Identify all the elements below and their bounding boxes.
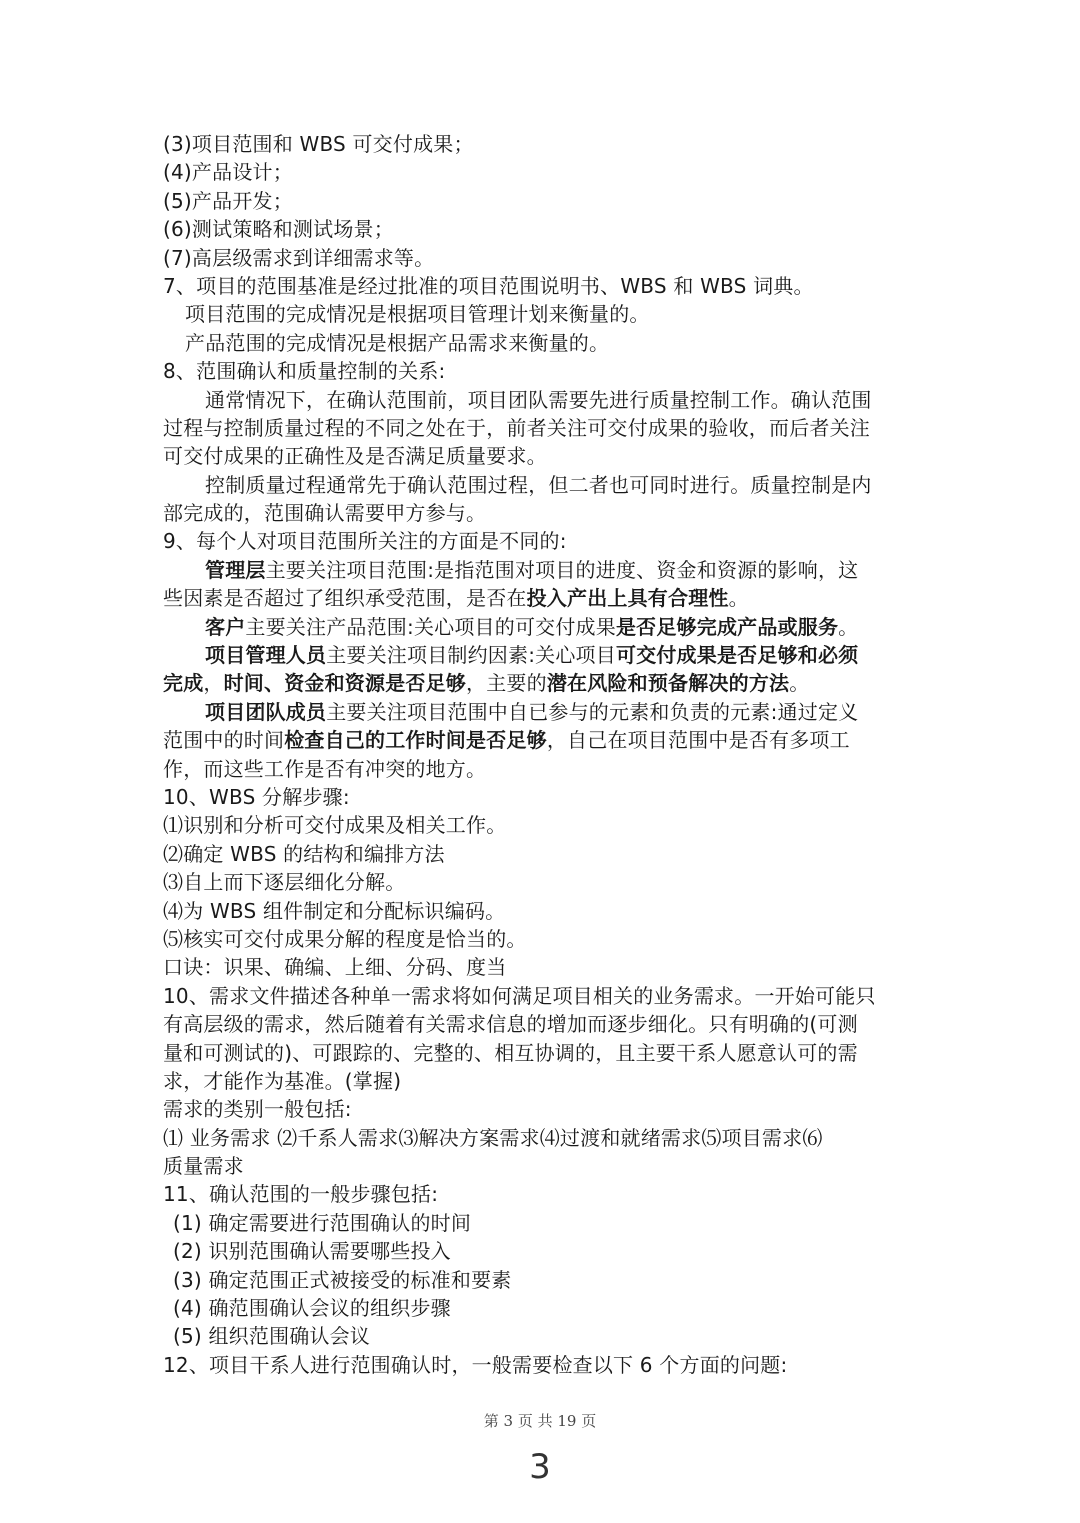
text-line	[163, 953, 915, 981]
text-line	[163, 1351, 915, 1379]
text-segment: ，主要的	[466, 671, 547, 696]
text-line	[163, 471, 915, 499]
text-segment: (5) 组织范围确认会议	[173, 1324, 371, 1349]
text-line	[163, 158, 915, 186]
text-segment: 范围中的时间	[163, 728, 285, 753]
text-segment: 11、确认范围的一般步骤包括:	[163, 1182, 439, 1207]
text-segment: (4) 确范围确认会议的组织步骤	[173, 1296, 451, 1321]
text-segment: 10、需求文件描述各种单一需求将如何满足项目相关的业务需求。一开始可能只	[163, 983, 876, 1008]
text-line	[163, 1322, 915, 1350]
text-line	[163, 726, 915, 754]
bold-text: 完成	[163, 671, 204, 696]
text-segment: (4)产品设计；	[163, 160, 293, 185]
bold-text: 客户	[205, 614, 246, 639]
text-line	[163, 244, 915, 272]
text-line	[163, 130, 915, 158]
text-segment: 主要关注项目制约因素:关心项目	[326, 643, 616, 668]
text-segment: 有高层级的需求，然后随着有关需求信息的增加而逐步细化。只有明确的(可测	[163, 1012, 858, 1037]
text-segment: ⑷为 WBS 组件制定和分配标识编码。	[163, 898, 506, 923]
text-segment: 。	[789, 671, 810, 696]
text-segment: (3) 确定范围正式被接受的标准和要素	[173, 1267, 512, 1292]
text-segment: 求，才能作为基准。(掌握)	[163, 1068, 402, 1093]
document-body	[163, 130, 915, 1379]
text-line	[163, 300, 915, 328]
text-segment: (6)测试策略和测试场景；	[163, 217, 394, 242]
text-line	[163, 669, 915, 697]
text-segment: 口诀：识果、确编、上细、分码、度当	[163, 955, 507, 980]
text-segment: ⑶自上而下逐层细化分解。	[163, 870, 406, 895]
text-line	[163, 499, 915, 527]
text-segment: 可交付成果的正确性及是否满足质量要求。	[163, 444, 547, 469]
text-segment: (1) 确定需要进行范围确认的时间	[173, 1210, 472, 1235]
text-line	[163, 783, 915, 811]
text-segment: 12、项目干系人进行范围确认时，一般需要检查以下 6 个方面的问题:	[163, 1352, 788, 1377]
bold-text: 项目管理人员	[205, 643, 327, 668]
text-segment: 作，而这些工作是否有冲突的地方。	[163, 756, 487, 781]
text-segment: 8、范围确认和质量控制的关系:	[163, 359, 446, 384]
text-segment: 部完成的，范围确认需要甲方参与。	[163, 501, 487, 526]
text-segment: (7)高层级需求到详细需求等。	[163, 245, 435, 270]
text-segment: 需求的类别一般包括:	[163, 1097, 352, 1122]
bold-text: 时间、资金和资源是否足够	[223, 671, 467, 696]
text-line	[163, 1180, 915, 1208]
text-segment: 10、WBS 分解步骤:	[163, 784, 350, 809]
text-line	[163, 1039, 915, 1067]
text-segment: 主要关注项目范围中自已参与的元素和负责的元素:通过定义	[326, 699, 859, 724]
text-line	[163, 840, 915, 868]
text-line	[163, 1010, 915, 1038]
text-line	[163, 527, 915, 555]
text-line	[163, 641, 915, 669]
text-line	[163, 1237, 915, 1265]
text-segment: 过程与控制质量过程的不同之处在于，前者关注可交付成果的验收，而后者关注	[163, 415, 870, 440]
text-line	[163, 272, 915, 300]
text-segment: 主要关注产品范围:关心项目的可交付成果	[245, 614, 616, 639]
text-segment: 主要关注项目范围:是指范围对项目的进度、资金和资源的影响，这	[265, 557, 859, 582]
text-line	[163, 329, 915, 357]
text-segment: 。	[838, 614, 859, 639]
text-line	[163, 1294, 915, 1322]
text-line	[163, 982, 915, 1010]
text-line	[163, 386, 915, 414]
text-segment: ⑴识别和分析可交付成果及相关工作。	[163, 813, 507, 838]
text-line	[163, 755, 915, 783]
bold-text: 项目团队成员	[205, 699, 327, 724]
page-footer: 第 3 页 共 19 页	[483, 1412, 597, 1430]
text-line	[163, 897, 915, 925]
text-segment: 质量需求	[163, 1154, 244, 1179]
text-line	[163, 698, 915, 726]
text-line	[163, 1067, 915, 1095]
text-line	[163, 215, 915, 243]
text-line	[163, 1266, 915, 1294]
text-segment: 通常情况下，在确认范围前，项目团队需要先进行质量控制工作。确认范围	[205, 387, 872, 412]
text-line	[163, 357, 915, 385]
text-line	[163, 868, 915, 896]
bold-text: 检查自己的工作时间是否足够	[284, 728, 547, 753]
text-segment: ⑴ 业务需求 ⑵千系人需求⑶解决方案需求⑷过渡和就绪需求⑸项目需求⑹	[163, 1125, 823, 1150]
bold-text: 是否足够完成产品或服务	[615, 614, 839, 639]
text-segment: 些因素是否超过了组织承受范围，是否在	[163, 586, 527, 611]
text-line	[163, 613, 915, 641]
text-segment: (5)产品开发；	[163, 188, 293, 213]
bold-text: 投入产出上具有合理性	[526, 586, 729, 611]
text-line	[163, 925, 915, 953]
text-line	[163, 442, 915, 470]
text-line	[163, 414, 915, 442]
text-line	[163, 1095, 915, 1123]
text-line	[163, 1124, 915, 1152]
bold-text: 可交付成果是否足够和必须	[615, 643, 859, 668]
bold-text: 潜在风险和预备解决的方法	[546, 671, 790, 696]
text-segment: ⑵确定 WBS 的结构和编排方法	[163, 841, 445, 866]
text-segment: ⑸核实可交付成果分解的程度是恰当的。	[163, 926, 527, 951]
text-line	[163, 1152, 915, 1180]
text-segment: 9、每个人对项目范围所关注的方面是不同的:	[163, 529, 567, 554]
text-segment: 7、项目的范围基准是经过批准的项目范围说明书、WBS 和 WBS 词典。	[163, 273, 814, 298]
text-segment: 量和可测试的)、可跟踪的、完整的、相互协调的，且主要干系人愿意认可的需	[163, 1040, 858, 1065]
text-segment: 控制质量过程通常先于确认范围过程，但二者也可同时进行。质量控制是内	[205, 472, 872, 497]
text-line	[163, 584, 915, 612]
text-segment: 。	[728, 586, 749, 611]
text-segment: (3)项目范围和 WBS 可交付成果；	[163, 132, 474, 156]
text-line	[163, 556, 915, 584]
text-line	[163, 1209, 915, 1237]
page-number: 3	[529, 1447, 551, 1487]
text-segment: 产品范围的完成情况是根据产品需求来衡量的。	[185, 330, 610, 355]
text-segment: ，	[203, 671, 224, 696]
text-line	[163, 811, 915, 839]
text-segment: (2) 识别范围确认需要哪些投入	[173, 1239, 451, 1264]
bold-text: 管理层	[205, 557, 266, 582]
text-line	[163, 187, 915, 215]
text-segment: 项目范围的完成情况是根据项目管理计划来衡量的。	[185, 302, 650, 327]
text-segment: ，自己在项目范围中是否有多项工	[546, 728, 850, 753]
